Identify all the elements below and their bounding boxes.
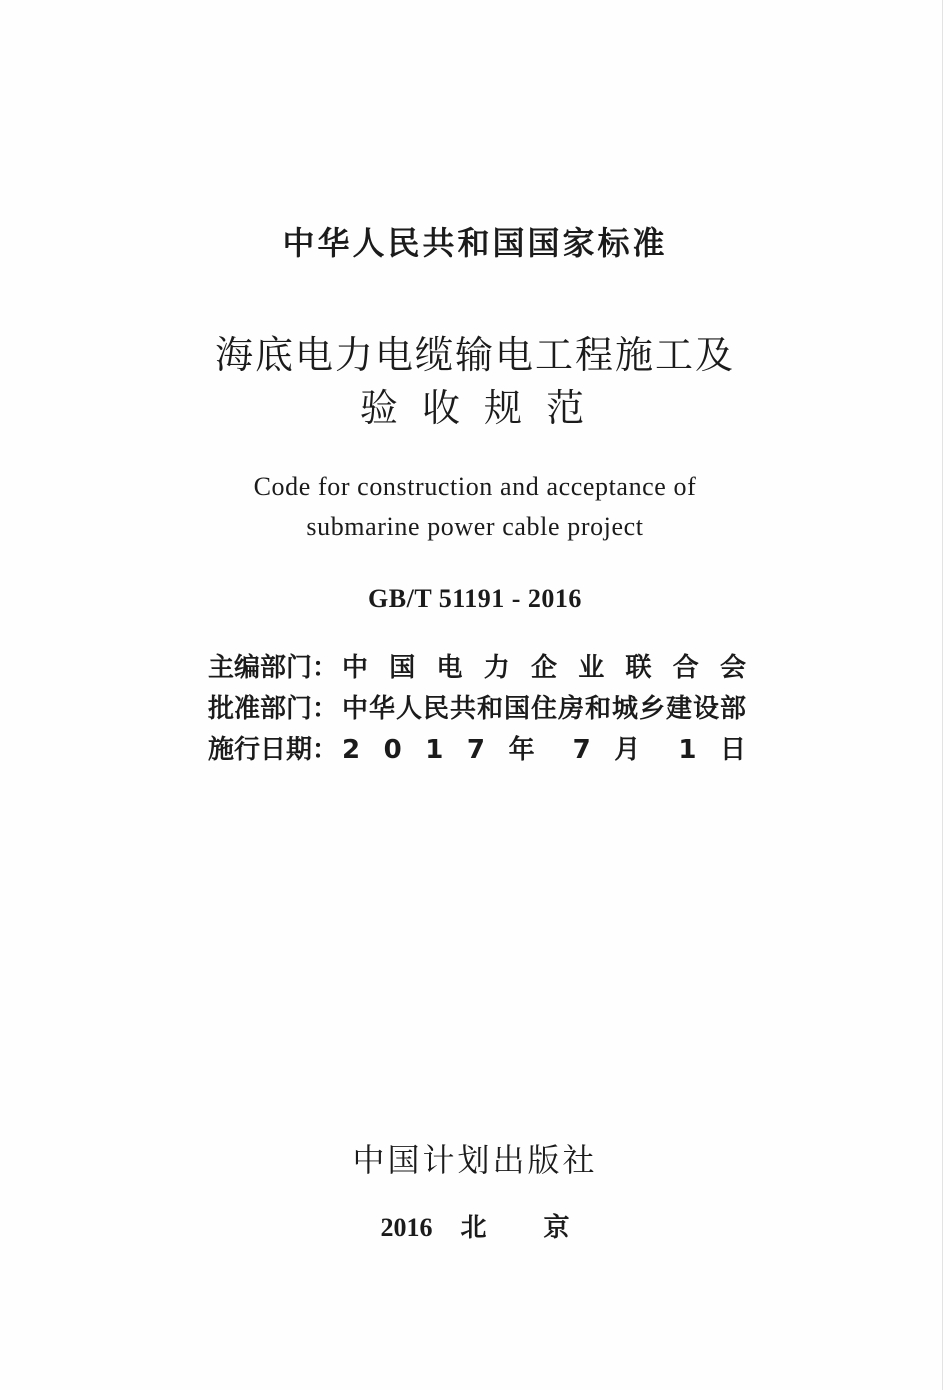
- info-value: 中 国 电 力 企 业 联 合 会: [342, 653, 746, 683]
- info-value: 中华人民共和国住房和城乡建设部: [342, 694, 746, 724]
- info-row-approver: [208, 693, 748, 725]
- info-label: 主编部门：: [208, 653, 339, 683]
- standard-type-heading: 中华人民共和国国家标准: [282, 224, 668, 262]
- imprint-city: 北 京: [460, 1213, 570, 1243]
- scan-edge-line: [942, 0, 943, 1390]
- info-label: 批准部门：: [208, 694, 339, 724]
- info-row-editor: [208, 652, 748, 684]
- info-value: 2 0 1 7 年 7 月 1 日: [342, 735, 746, 765]
- standard-info-block: [208, 652, 748, 775]
- info-row-effective-date: [208, 734, 748, 766]
- publisher-name: 中国计划出版社: [352, 1141, 598, 1179]
- imprint: [0, 1212, 950, 1244]
- info-label: 施行日期：: [208, 735, 339, 765]
- english-title-line-2: submarine power cable project: [306, 512, 644, 541]
- standard-code: GB/T 51191 - 2016: [368, 584, 582, 613]
- chinese-title-line-1: 海底电力电缆输电工程施工及: [214, 333, 735, 377]
- chinese-title-line-2: 验 收 规 范: [359, 386, 591, 430]
- imprint-year: 2016: [380, 1213, 433, 1242]
- english-title-line-1: Code for construction and acceptance of: [253, 472, 697, 501]
